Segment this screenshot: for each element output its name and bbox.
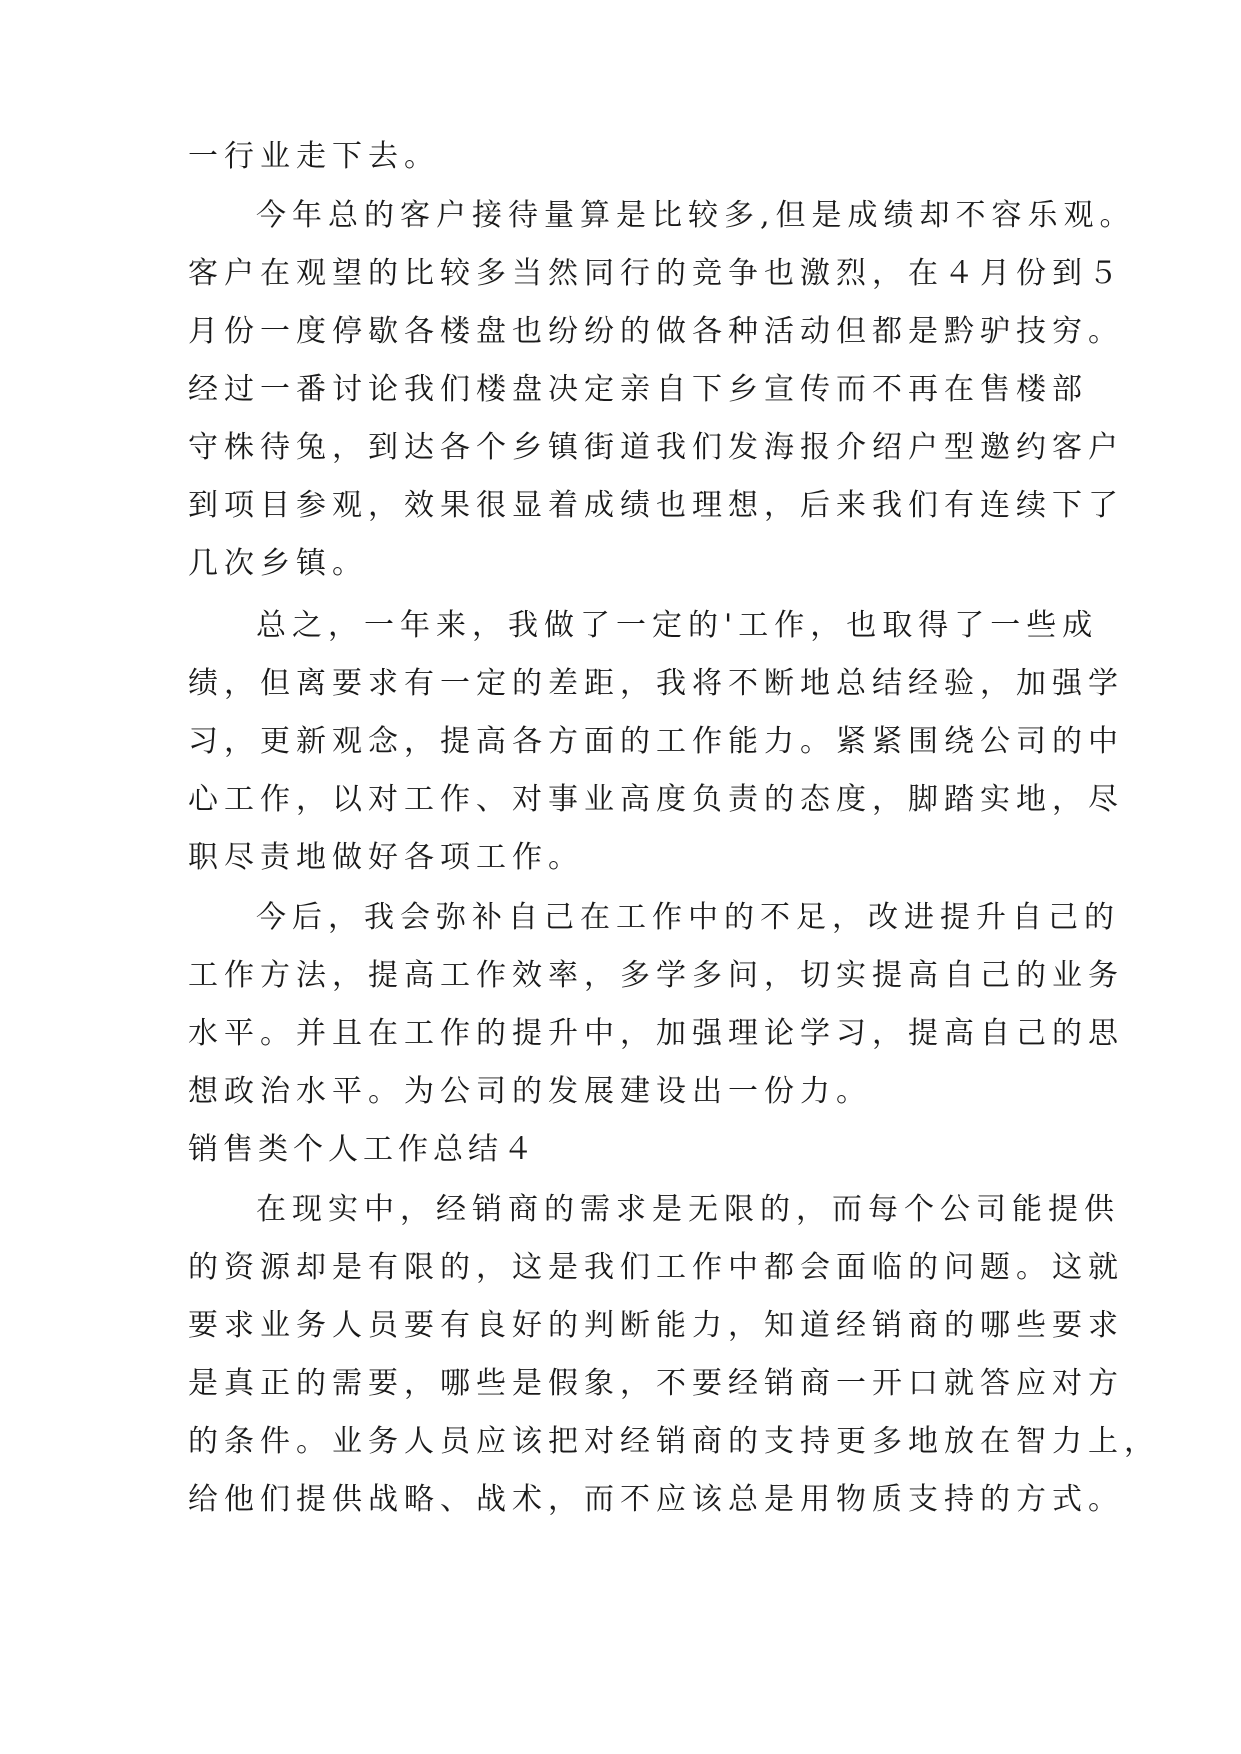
text-line: 月份一度停歇各楼盘也纷纷的做各种活动但都是黔驴技穷。: [188, 314, 1124, 349]
text-line: 客户在观望的比较多当然同行的竞争也激烈，在４月份到５: [188, 256, 1124, 291]
text-line: 给他们提供战略、战术，而不应该总是用物质支持的方式。: [188, 1482, 1124, 1517]
text-line: 到项目参观，效果很显着成绩也理想，后来我们有连续下了: [188, 488, 1124, 523]
paragraph-first-line: 今年总的客户接待量算是比较多,但是成绩却不容乐观。: [256, 198, 1136, 233]
paragraph-first-line: 在现实中，经销商的需求是无限的，而每个公司能提供: [256, 1192, 1120, 1227]
text-line: 习，更新观念，提高各方面的工作能力。紧紧围绕公司的中: [188, 724, 1124, 759]
text-line: 心工作，以对工作、对事业高度负责的态度，脚踏实地，尽: [188, 782, 1124, 817]
paragraph-first-line: 今后，我会弥补自己在工作中的不足，改进提升自己的: [256, 900, 1120, 935]
section-heading: 销售类个人工作总结４: [188, 1132, 538, 1167]
text-line: 想政治水平。为公司的发展建设出一份力。: [188, 1074, 872, 1109]
text-line: 一行业走下去。: [188, 139, 440, 174]
text-line: 几次乡镇。: [188, 546, 368, 581]
paragraph-first-line: 总之，一年来，我做了一定的'工作，也取得了一些成: [256, 608, 1099, 643]
text-line: 的资源却是有限的，这是我们工作中都会面临的问题。这就: [188, 1250, 1124, 1285]
text-line: 的条件。业务人员应该把对经销商的支持更多地放在智力上，: [188, 1424, 1160, 1459]
text-line: 水平。并且在工作的提升中，加强理论学习，提高自己的思: [188, 1016, 1124, 1051]
text-line: 职尽责地做好各项工作。: [188, 840, 584, 875]
text-line: 要求业务人员要有良好的判断能力，知道经销商的哪些要求: [188, 1308, 1124, 1343]
text-line: 工作方法，提高工作效率，多学多问，切实提高自己的业务: [188, 958, 1124, 993]
text-line: 经过一番讨论我们楼盘决定亲自下乡宣传而不再在售楼部: [188, 372, 1088, 407]
text-line: 绩，但离要求有一定的差距，我将不断地总结经验，加强学: [188, 666, 1124, 701]
text-line: 守株待兔，到达各个乡镇街道我们发海报介绍户型邀约客户: [188, 430, 1124, 465]
text-line: 是真正的需要，哪些是假象，不要经销商一开口就答应对方: [188, 1366, 1124, 1401]
